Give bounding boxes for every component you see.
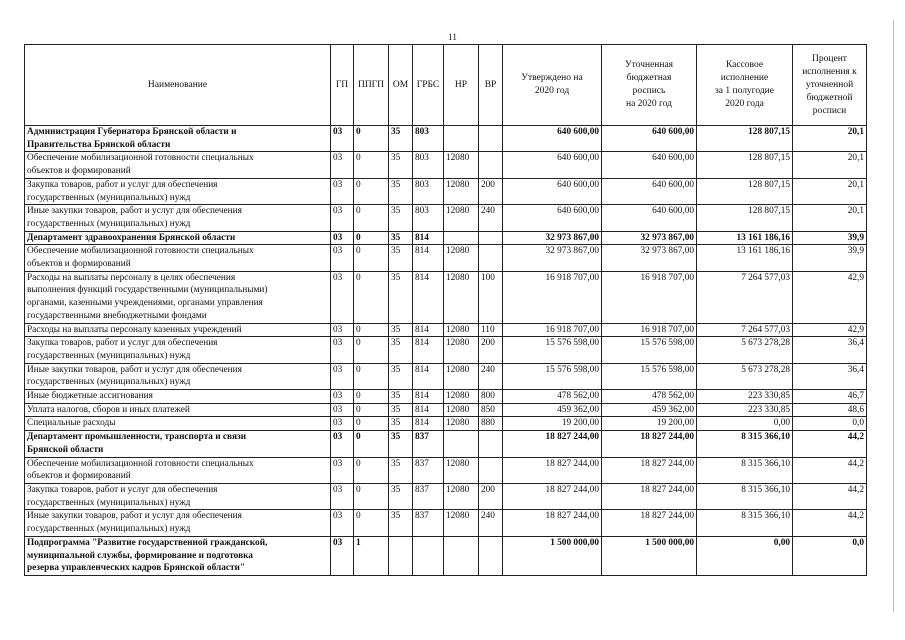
text-line: на 2020 год — [625, 99, 673, 109]
header-gp: ГП — [331, 45, 354, 126]
header-om: ОМ — [389, 45, 413, 126]
table-body — [25, 126, 867, 576]
cell-refined: 640 600,00 — [602, 178, 697, 204]
cell-om: 35 — [389, 152, 413, 178]
cell-name — [25, 205, 331, 231]
cell-grbs: 803 — [413, 178, 444, 204]
header-refined — [602, 45, 697, 126]
cell-name — [25, 363, 331, 389]
cell-grbs: 837 — [413, 431, 444, 457]
cell-pgp: 0 — [354, 178, 389, 204]
cell-grbs: 814 — [413, 271, 444, 323]
text-line: росписи — [812, 105, 847, 116]
cell-gp: 03 — [331, 363, 354, 389]
text-line: Расходы на выплаты персоналу в целях обеспечения — [27, 272, 236, 283]
cell-name — [25, 337, 331, 363]
text-line: Администрация Губернатора Брянской области и — [27, 127, 237, 137]
cell-gp: 03 — [331, 271, 354, 323]
cell-nr: 12080 — [444, 483, 479, 509]
header-name: Наименование — [25, 45, 331, 126]
cell-approved: 32 973 867,00 — [503, 245, 602, 271]
cell-nr: 12080 — [444, 152, 479, 178]
cell-pgp: 0 — [354, 363, 389, 389]
cell-refined: 19 200,00 — [602, 417, 697, 431]
cell-name — [25, 231, 331, 245]
cell-pgp: 0 — [354, 245, 389, 271]
cell-percent: 48,6 — [793, 403, 867, 417]
cell-vr: 110 — [479, 323, 503, 337]
text-line: Обеспечение мобилизационной готовности специальных — [27, 153, 254, 164]
cell-percent: 42,9 — [793, 271, 867, 323]
cell-name — [25, 403, 331, 417]
cell-cash: 0,00 — [697, 536, 793, 575]
table-row — [25, 457, 867, 483]
cell-nr: 12080 — [444, 363, 479, 389]
cell-gp: 03 — [331, 231, 354, 245]
text-line: за 1 полугодие — [715, 86, 774, 96]
cell-vr: 850 — [479, 403, 503, 417]
table-row — [25, 403, 867, 417]
cell-om: 35 — [389, 363, 413, 389]
cell-nr — [444, 231, 479, 245]
cell-pgp: 0 — [354, 483, 389, 509]
cell-name — [25, 483, 331, 509]
text-line: муниципальной службы, формирование и подготовка — [27, 550, 253, 561]
page-edge-line — [893, 20, 894, 612]
cell-approved: 16 918 707,00 — [503, 323, 602, 337]
cell-om — [389, 536, 413, 575]
cell-vr — [479, 457, 503, 483]
cell-percent: 0,0 — [793, 536, 867, 575]
cell-percent: 20,1 — [793, 152, 867, 178]
cell-approved: 18 827 244,00 — [503, 483, 602, 509]
cell-cash: 8 315 366,10 — [697, 483, 793, 509]
cell-cash: 223 330,85 — [697, 390, 793, 404]
cell-grbs: 803 — [413, 205, 444, 231]
cell-pgp: 0 — [354, 337, 389, 363]
cell-gp: 03 — [331, 510, 354, 536]
cell-gp: 03 — [331, 536, 354, 575]
text-line: государственными внебюджетными фондами — [27, 310, 207, 321]
cell-name — [25, 152, 331, 178]
cell-percent: 20,1 — [793, 126, 867, 152]
cell-om: 35 — [389, 205, 413, 231]
cell-gp: 03 — [331, 431, 354, 457]
cell-pgp: 0 — [354, 231, 389, 245]
cell-om: 35 — [389, 323, 413, 337]
text-line: Брянской области — [27, 444, 104, 455]
header-percent — [793, 45, 867, 126]
text-line: исполнение — [720, 73, 769, 83]
cell-approved: 478 562,00 — [503, 390, 602, 404]
table-row — [25, 337, 867, 363]
table-row — [25, 323, 867, 337]
text-line: Уплата налогов, сборов и иных платежей — [27, 404, 190, 415]
cell-vr: 240 — [479, 363, 503, 389]
cell-approved: 640 600,00 — [503, 152, 602, 178]
cell-vr — [479, 245, 503, 271]
table-row — [25, 178, 867, 204]
table-row — [25, 205, 867, 231]
cell-pgp: 0 — [354, 152, 389, 178]
table-row — [25, 231, 867, 245]
cell-name — [25, 431, 331, 457]
text-line: уточненной — [805, 79, 854, 90]
cell-om: 35 — [389, 483, 413, 509]
cell-refined: 1 500 000,00 — [602, 536, 697, 575]
text-line: Подпрограмма "Развитие государственной гражданской, — [27, 537, 268, 548]
cell-cash: 13 161 186,16 — [697, 245, 793, 271]
cell-nr — [444, 536, 479, 575]
cell-cash: 7 264 577,03 — [697, 271, 793, 323]
cell-approved: 15 576 598,00 — [503, 363, 602, 389]
text-line: бюджетная — [626, 73, 672, 83]
table-row — [25, 245, 867, 271]
cell-approved: 459 362,00 — [503, 403, 602, 417]
cell-grbs: 814 — [413, 245, 444, 271]
table-row — [25, 271, 867, 323]
cell-refined: 640 600,00 — [602, 126, 697, 152]
cell-pgp: 0 — [354, 271, 389, 323]
cell-gp: 03 — [331, 178, 354, 204]
cell-grbs: 837 — [413, 457, 444, 483]
cell-vr: 240 — [479, 510, 503, 536]
cell-om: 35 — [389, 403, 413, 417]
cell-approved: 19 200,00 — [503, 417, 602, 431]
cell-approved: 18 827 244,00 — [503, 457, 602, 483]
cell-grbs — [413, 536, 444, 575]
cell-nr: 12080 — [444, 457, 479, 483]
text-line: объектов и формирований — [27, 259, 131, 270]
text-line: Иные бюджетные ассигнования — [27, 391, 153, 402]
cell-grbs: 814 — [413, 403, 444, 417]
cell-nr: 12080 — [444, 337, 479, 363]
cell-approved: 640 600,00 — [503, 126, 602, 152]
cell-grbs: 814 — [413, 323, 444, 337]
cell-pgp: 0 — [354, 323, 389, 337]
cell-om: 35 — [389, 245, 413, 271]
cell-pgp: 0 — [354, 431, 389, 457]
cell-nr: 12080 — [444, 403, 479, 417]
header-approved — [503, 45, 602, 126]
cell-approved: 16 918 707,00 — [503, 271, 602, 323]
cell-percent: 36,4 — [793, 337, 867, 363]
table-row — [25, 483, 867, 509]
page-number: 11 — [448, 32, 457, 42]
cell-approved: 18 827 244,00 — [503, 431, 602, 457]
text-line: государственных (муниципальных) нужд — [27, 192, 191, 203]
table-row — [25, 126, 867, 152]
table-row — [25, 417, 867, 431]
cell-refined: 18 827 244,00 — [602, 510, 697, 536]
text-line: роспись — [632, 86, 666, 96]
cell-nr: 12080 — [444, 323, 479, 337]
cell-gp: 03 — [331, 245, 354, 271]
cell-om: 35 — [389, 457, 413, 483]
text-line: государственных (муниципальных) нужд — [27, 377, 191, 388]
cell-approved: 640 600,00 — [503, 178, 602, 204]
cell-gp: 03 — [331, 126, 354, 152]
cell-approved: 1 500 000,00 — [503, 536, 602, 575]
cell-percent: 46,7 — [793, 390, 867, 404]
cell-grbs: 803 — [413, 126, 444, 152]
cell-pgp: 0 — [354, 126, 389, 152]
cell-gp: 03 — [331, 337, 354, 363]
text-line: выполнения функций государственными (муниципальными) — [27, 285, 268, 296]
cell-cash: 7 264 577,03 — [697, 323, 793, 337]
cell-refined: 640 600,00 — [602, 152, 697, 178]
cell-name — [25, 245, 331, 271]
cell-vr: 800 — [479, 390, 503, 404]
cell-cash: 8 315 366,10 — [697, 510, 793, 536]
text-line: объектов и формирований — [27, 166, 131, 177]
table-row — [25, 536, 867, 575]
cell-grbs: 803 — [413, 152, 444, 178]
cell-refined: 16 918 707,00 — [602, 323, 697, 337]
cell-nr: 12080 — [444, 178, 479, 204]
cell-gp: 03 — [331, 483, 354, 509]
cell-pgp: 0 — [354, 457, 389, 483]
cell-pgp: 0 — [354, 510, 389, 536]
cell-pgp: 0 — [354, 417, 389, 431]
cell-percent: 20,1 — [793, 205, 867, 231]
cell-vr — [479, 231, 503, 245]
cell-grbs: 814 — [413, 337, 444, 363]
cell-refined: 32 973 867,00 — [602, 245, 697, 271]
cell-gp: 03 — [331, 457, 354, 483]
cell-cash: 128 807,15 — [697, 205, 793, 231]
cell-name — [25, 126, 331, 152]
cell-refined: 32 973 867,00 — [602, 231, 697, 245]
cell-percent: 36,4 — [793, 363, 867, 389]
text-line: Специальные расходы — [27, 418, 116, 429]
cell-cash: 8 315 366,10 — [697, 431, 793, 457]
cell-name — [25, 457, 331, 483]
cell-om: 35 — [389, 271, 413, 323]
table-row — [25, 431, 867, 457]
cell-percent: 39,9 — [793, 245, 867, 271]
cell-name — [25, 390, 331, 404]
cell-grbs: 837 — [413, 510, 444, 536]
cell-vr: 100 — [479, 271, 503, 323]
table-row — [25, 152, 867, 178]
cell-grbs: 814 — [413, 417, 444, 431]
text-line: Утверждено на — [521, 73, 583, 83]
cell-name — [25, 178, 331, 204]
header-pgp: ППГП — [354, 45, 389, 126]
cell-om: 35 — [389, 126, 413, 152]
cell-gp: 03 — [331, 323, 354, 337]
cell-name — [25, 510, 331, 536]
text-line: Закупка товаров, работ и услуг для обеспечения — [27, 179, 218, 190]
cell-nr: 12080 — [444, 205, 479, 231]
text-line: Процент — [812, 53, 847, 64]
table-row — [25, 510, 867, 536]
cell-om: 35 — [389, 417, 413, 431]
cell-grbs: 814 — [413, 363, 444, 389]
text-line: Правительства Брянской области — [27, 139, 171, 150]
cell-pgp: 1 — [354, 536, 389, 575]
cell-cash: 5 673 278,28 — [697, 337, 793, 363]
cell-nr: 12080 — [444, 271, 479, 323]
text-line: государственных (муниципальных) нужд — [27, 524, 191, 535]
cell-approved: 15 576 598,00 — [503, 337, 602, 363]
text-line: государственных (муниципальных) нужд — [27, 497, 191, 508]
text-line: Иные закупки товаров, работ и услуг для обеспечения — [27, 206, 242, 217]
cell-percent: 20,1 — [793, 178, 867, 204]
cell-name — [25, 417, 331, 431]
cell-vr: 200 — [479, 178, 503, 204]
text-line: государственных (муниципальных) нужд — [27, 218, 191, 229]
cell-gp: 03 — [331, 403, 354, 417]
budget-table — [24, 44, 867, 576]
cell-cash: 128 807,15 — [697, 126, 793, 152]
text-line: государственных (муниципальных) нужд — [27, 350, 191, 361]
text-line: Закупка товаров, работ и услуг для обеспечения — [27, 338, 218, 349]
cell-grbs: 837 — [413, 483, 444, 509]
header-nr: НР — [444, 45, 479, 126]
text-line: Расходы на выплаты персоналу казенных учреждений — [27, 324, 242, 335]
cell-approved: 640 600,00 — [503, 205, 602, 231]
text-line: объектов и формирований — [27, 471, 131, 482]
cell-vr: 240 — [479, 205, 503, 231]
text-line: Кассовое — [725, 60, 764, 70]
cell-percent: 0,0 — [793, 417, 867, 431]
cell-om: 35 — [389, 178, 413, 204]
text-line: 2020 года — [725, 99, 764, 109]
cell-vr — [479, 431, 503, 457]
cell-gp: 03 — [331, 152, 354, 178]
cell-percent: 39,9 — [793, 231, 867, 245]
cell-vr: 880 — [479, 417, 503, 431]
cell-cash: 128 807,15 — [697, 152, 793, 178]
cell-vr — [479, 152, 503, 178]
cell-om: 35 — [389, 231, 413, 245]
table-row — [25, 363, 867, 389]
cell-refined: 16 918 707,00 — [602, 271, 697, 323]
cell-refined: 18 827 244,00 — [602, 457, 697, 483]
cell-percent: 44,2 — [793, 457, 867, 483]
text-line: Департамент здравоохранения Брянской области — [27, 232, 236, 243]
cell-name — [25, 323, 331, 337]
cell-name — [25, 536, 331, 575]
cell-refined: 15 576 598,00 — [602, 363, 697, 389]
text-line: Закупка товаров, работ и услуг для обеспечения — [27, 484, 218, 495]
cell-pgp: 0 — [354, 403, 389, 417]
cell-grbs: 814 — [413, 390, 444, 404]
cell-pgp: 0 — [354, 205, 389, 231]
cell-gp: 03 — [331, 205, 354, 231]
cell-vr: 200 — [479, 337, 503, 363]
cell-percent: 42,9 — [793, 323, 867, 337]
cell-percent: 44,2 — [793, 431, 867, 457]
header-vr: ВР — [479, 45, 503, 126]
text-line: Департамент промышленности, транспорта и связи — [27, 432, 247, 443]
cell-cash: 223 330,85 — [697, 403, 793, 417]
text-line: Уточненная — [624, 60, 674, 70]
cell-om: 35 — [389, 390, 413, 404]
text-line: Обеспечение мобилизационной готовности специальных — [27, 246, 254, 257]
cell-percent: 44,2 — [793, 510, 867, 536]
cell-nr: 12080 — [444, 510, 479, 536]
text-line: органами, казенными учреждениями, органами управления — [27, 298, 263, 309]
cell-nr: 12080 — [444, 245, 479, 271]
cell-om: 35 — [389, 431, 413, 457]
cell-pgp: 0 — [354, 390, 389, 404]
cell-vr — [479, 126, 503, 152]
cell-refined: 640 600,00 — [602, 205, 697, 231]
text-line: Иные закупки товаров, работ и услуг для обеспечения — [27, 364, 242, 375]
table-row — [25, 390, 867, 404]
header-cash — [697, 45, 793, 126]
cell-percent: 44,2 — [793, 483, 867, 509]
text-line: 2020 год — [534, 86, 570, 96]
cell-om: 35 — [389, 337, 413, 363]
cell-grbs: 814 — [413, 231, 444, 245]
cell-gp: 03 — [331, 390, 354, 404]
table-header-row — [25, 45, 867, 126]
text-line: Иные закупки товаров, работ и услуг для обеспечения — [27, 511, 242, 522]
cell-name — [25, 271, 331, 323]
cell-approved: 32 973 867,00 — [503, 231, 602, 245]
cell-nr — [444, 431, 479, 457]
cell-refined: 15 576 598,00 — [602, 337, 697, 363]
cell-approved: 18 827 244,00 — [503, 510, 602, 536]
cell-refined: 18 827 244,00 — [602, 431, 697, 457]
text-line: бюджетной — [806, 92, 853, 103]
cell-nr: 12080 — [444, 417, 479, 431]
header-grbs: ГРБС — [413, 45, 444, 126]
cell-vr — [479, 536, 503, 575]
cell-refined: 18 827 244,00 — [602, 483, 697, 509]
cell-om: 35 — [389, 510, 413, 536]
cell-refined: 459 362,00 — [602, 403, 697, 417]
cell-cash: 0,00 — [697, 417, 793, 431]
text-line: резерва управленческих кадров Брянской области" — [27, 563, 246, 574]
cell-cash: 8 315 366,10 — [697, 457, 793, 483]
cell-gp: 03 — [331, 417, 354, 431]
cell-nr: 12080 — [444, 390, 479, 404]
text-line: исполнения к — [802, 66, 857, 77]
cell-cash: 128 807,15 — [697, 178, 793, 204]
cell-refined: 478 562,00 — [602, 390, 697, 404]
cell-cash: 5 673 278,28 — [697, 363, 793, 389]
cell-cash: 13 161 186,16 — [697, 231, 793, 245]
text-line: Обеспечение мобилизационной готовности специальных — [27, 458, 254, 469]
cell-nr — [444, 126, 479, 152]
cell-vr: 200 — [479, 483, 503, 509]
